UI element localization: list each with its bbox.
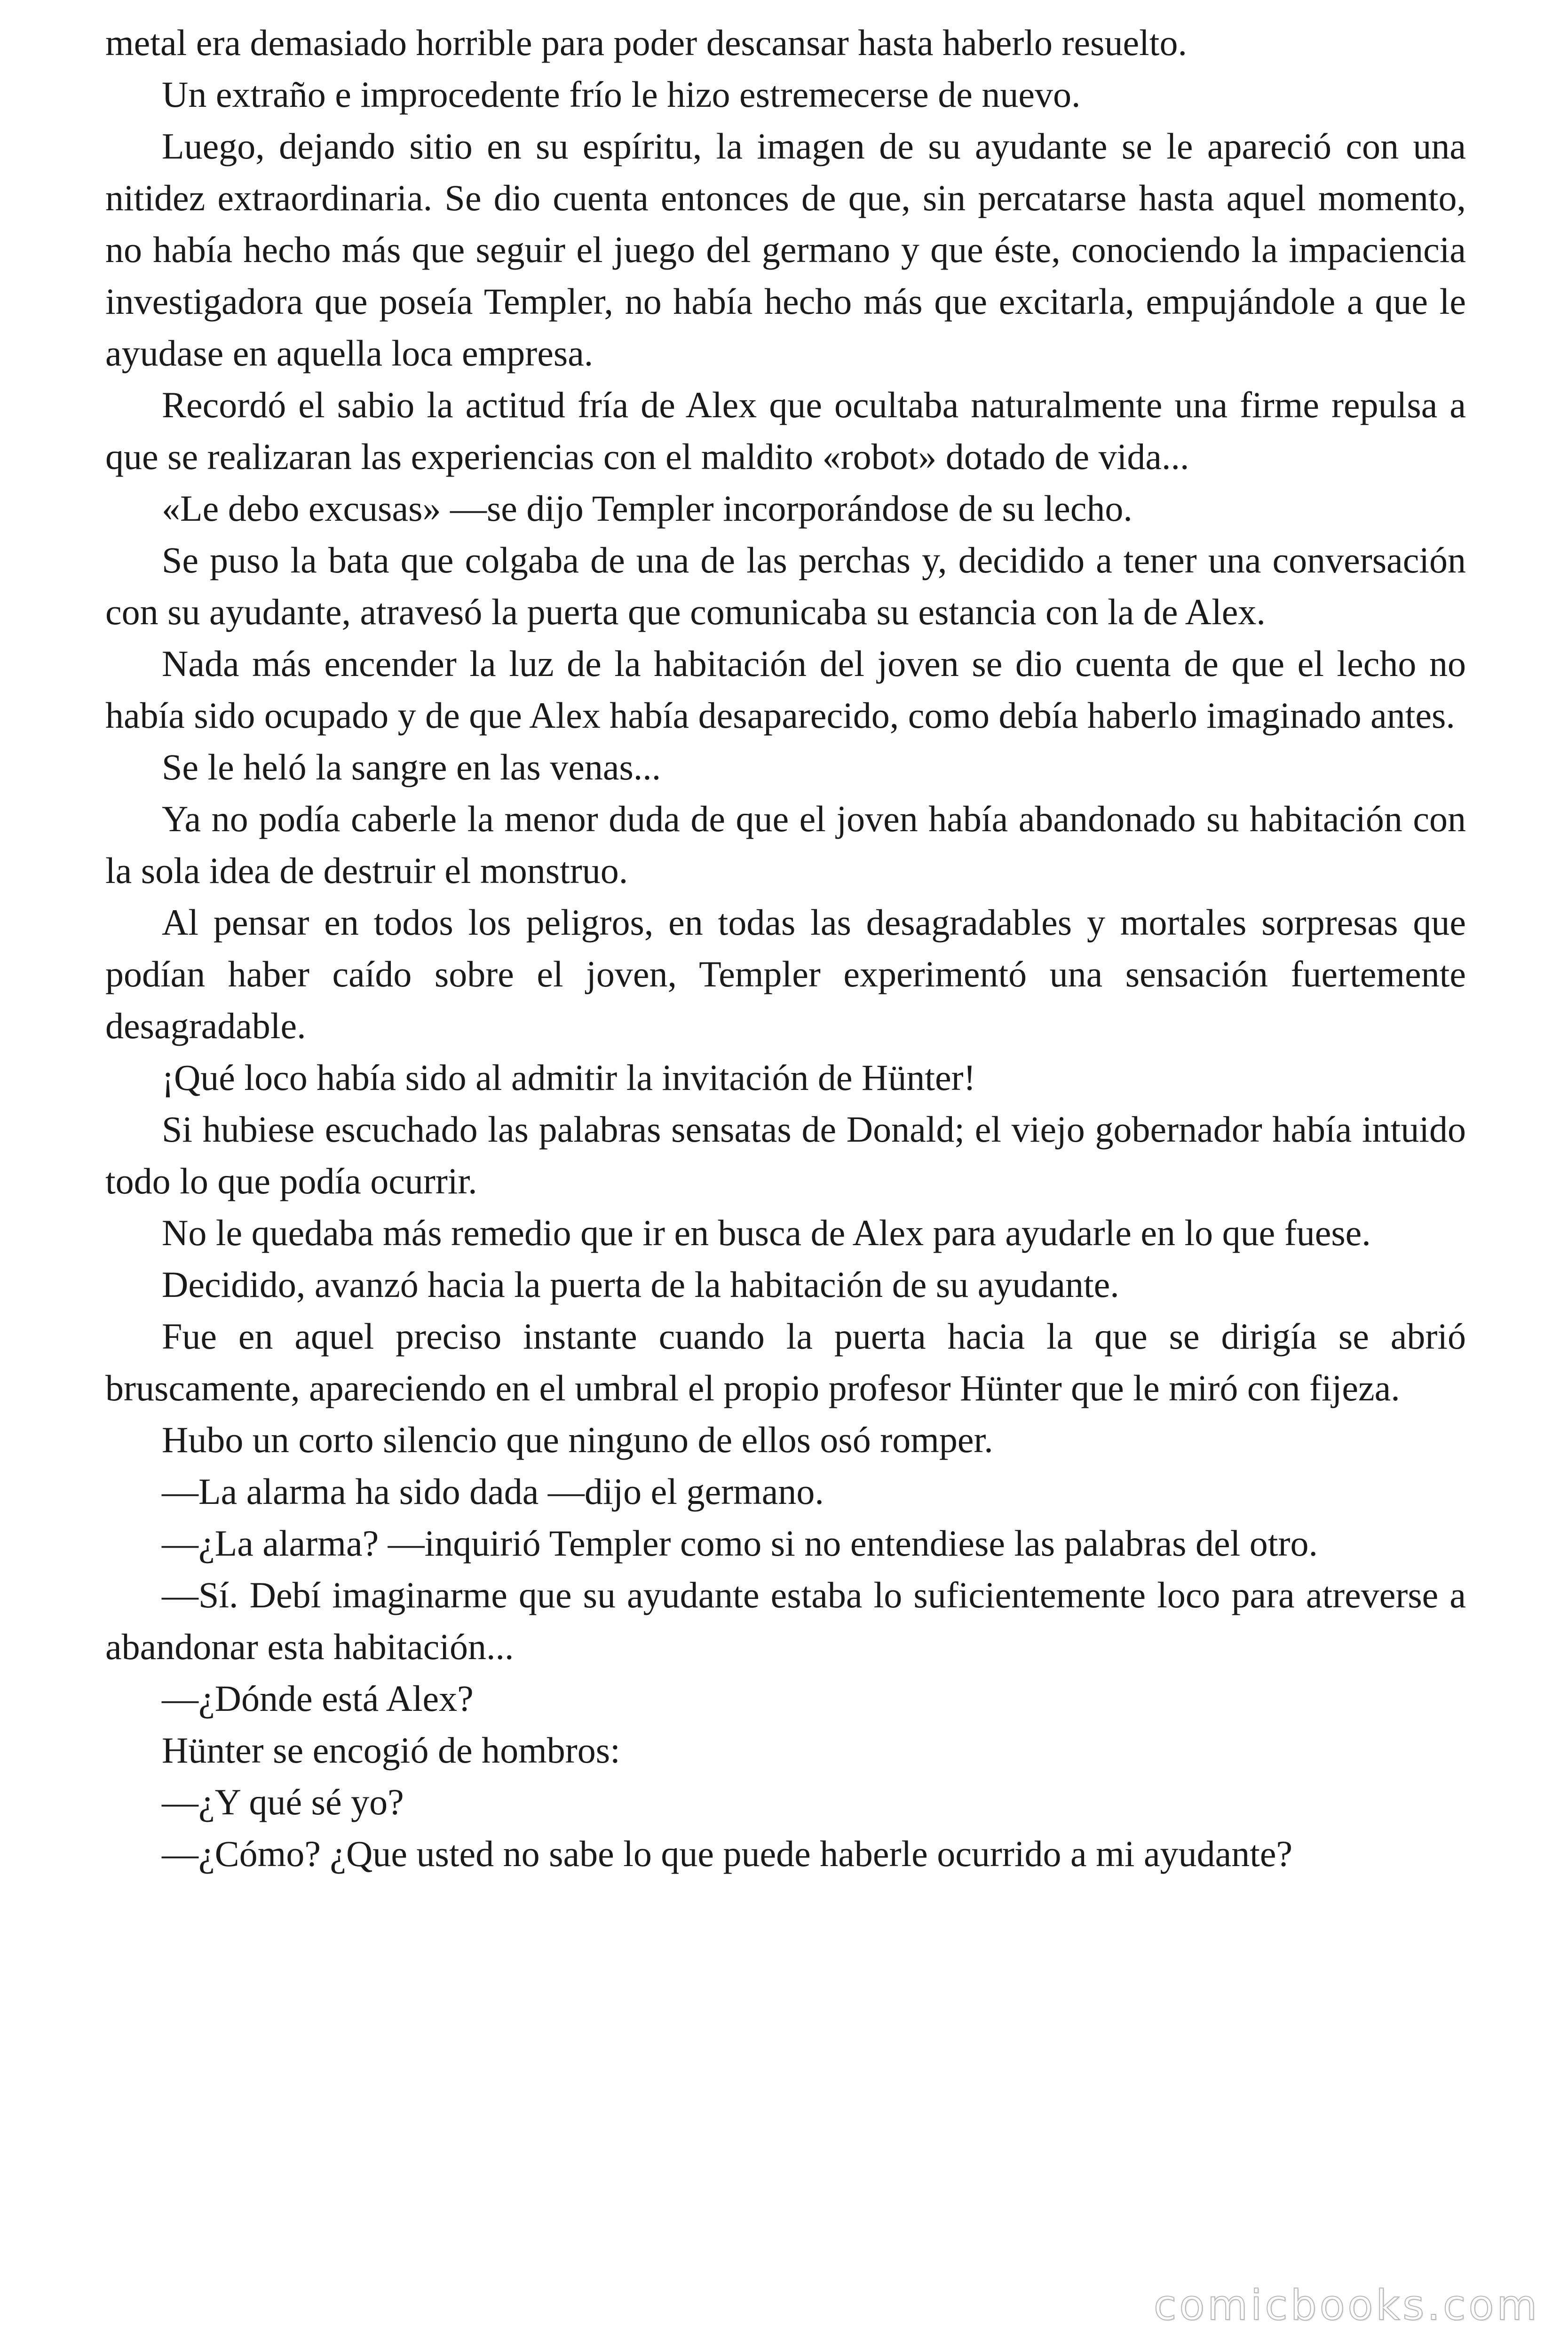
paragraph-continued: metal era demasiado horrible para poder descansar hasta haberlo resuelto. [105, 22, 1187, 63]
paragraph: Hubo un corto silencio que ninguno de ellos osó romper. [162, 1419, 993, 1460]
paragraph: Ya no podía caberle la menor duda de que el joven había abandonado su habitación con la sola idea de destruir el monstruo. [105, 798, 1466, 891]
paragraph: Un extraño e improcedente frío le hizo estremecerse de nuevo. [162, 74, 1081, 115]
dialogue-line: —La alarma ha sido dada —dijo el germano. [162, 1471, 824, 1512]
paragraph: Luego, dejando sitio en su espíritu, la imagen de su ayudante se le apareció con una nitidez extraordinaria. Se dio cuenta entonces de que, sin percatarse hasta aquel momento, no había hecho más que seguir el juego del germano y que éste, conociendo la impaciencia investigadora que poseía Templer, no había hecho más que excitarla, empujándole a que le ayudase en aquella loca empresa. [105, 126, 1466, 373]
paragraph: Decidido, avanzó hacia la puerta de la habitación de su ayudante. [162, 1264, 1119, 1305]
paragraph: Se le heló la sangre en las venas... [162, 747, 661, 787]
watermark-logo: comicbooks.com [1153, 2281, 1540, 2329]
dialogue-line: —¿Y qué sé yo? [162, 1781, 404, 1822]
paragraph: Si hubiese escuchado las palabras sensatas de Donald; el viejo gobernador había intuido todo lo que podía ocurrir. [105, 1109, 1466, 1201]
dialogue-line: —¿Dónde está Alex? [162, 1678, 474, 1719]
paragraph: Se puso la bata que colgaba de una de las perchas y, decidido a tener una conversación con su ayudante, atravesó la puerta que comunicaba su estancia con la de Alex. [105, 540, 1466, 632]
paragraph: ¡Qué loco había sido al admitir la invitación de Hünter! [162, 1057, 976, 1098]
paragraph: Nada más encender la luz de la habitación del joven se dio cuenta de que el lecho no había sido ocupado y de que Alex había desaparecido, como debía haberlo imaginado antes. [105, 643, 1466, 736]
dialogue-line: —¿La alarma? —inquirió Templer como si no entendiese las palabras del otro. [162, 1523, 1318, 1564]
paragraph: Al pensar en todos los peligros, en todas las desagradables y mortales sorpresas que podían haber caído sobre el joven, Templer experimentó una sensación fuertemente desagradable. [105, 902, 1466, 1046]
dialogue-line: —Sí. Debí imaginarme que su ayudante estaba lo suficientemente loco para atreverse a abandonar esta habitación... [105, 1574, 1466, 1667]
paragraph: No le quedaba más remedio que ir en busca de Alex para ayudarle en lo que fuese. [162, 1212, 1371, 1253]
paragraph: Fue en aquel preciso instante cuando la puerta hacia la que se dirigía se abrió bruscamente, apareciendo en el umbral el propio profesor Hünter que le miró con fijeza. [105, 1316, 1466, 1408]
paragraph: «Le debo excusas» —se dijo Templer incorporándose de su lecho. [162, 488, 1132, 529]
paragraph: Hünter se encogió de hombros: [162, 1730, 620, 1771]
paragraph: Recordó el sabio la actitud fría de Alex que ocultaba naturalmente una firme repulsa a que se realizaran las experiencias con el maldito «robot» dotado de vida... [105, 384, 1466, 477]
page-body [105, 17, 1466, 1880]
dialogue-line: —¿Cómo? ¿Que usted no sabe lo que puede haberle ocurrido a mi ayudante? [162, 1833, 1293, 1874]
